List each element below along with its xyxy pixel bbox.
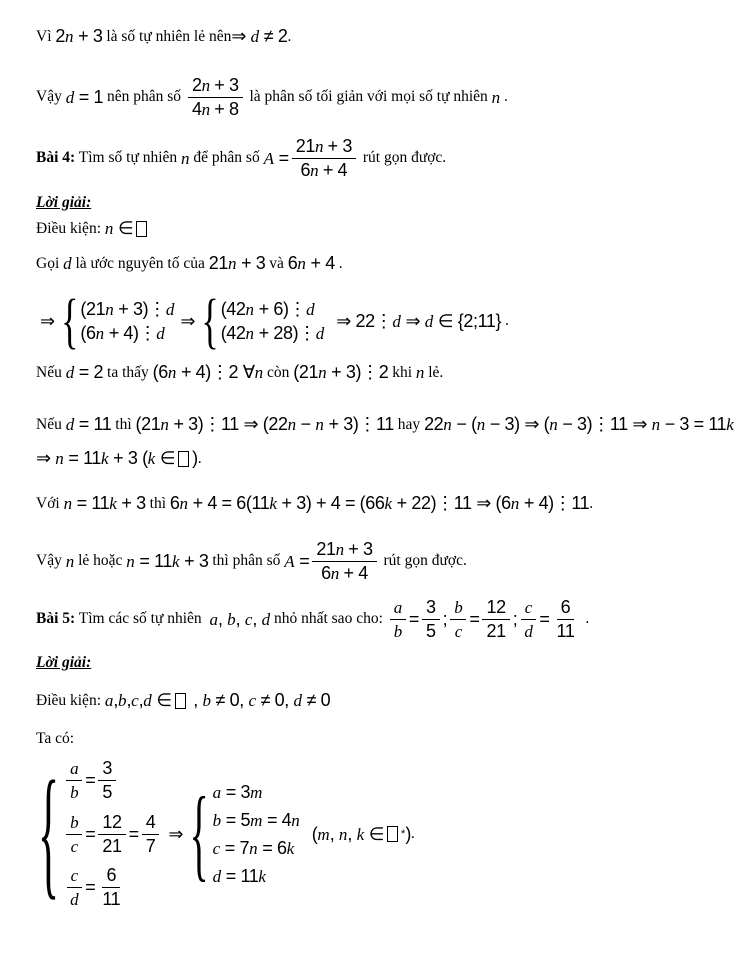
text: thì phân số xyxy=(208,552,285,569)
text: hay xyxy=(393,415,425,433)
math-expression: 22n − (n − 3) ⇒ (n − 3)⋮11 ⇒ n − 3 = 11k xyxy=(424,414,734,434)
text: rút gọn được. xyxy=(358,149,447,166)
system-row: (6n + 4)⋮d xyxy=(80,322,165,343)
fraction xyxy=(98,758,116,802)
left-brace: { xyxy=(189,774,209,892)
text: Vậy xyxy=(36,88,66,105)
superscript-star: * xyxy=(401,828,406,840)
left-brace: { xyxy=(38,751,60,914)
math-expression: n xyxy=(415,363,425,382)
text: nên phân số xyxy=(103,88,185,105)
denominator: 11 xyxy=(556,620,575,641)
fraction xyxy=(390,597,406,641)
paragraph-vay-d1 xyxy=(36,72,730,122)
math-expression: 2n + 3 xyxy=(55,26,103,46)
math-expression: (21n + 3)⋮2 xyxy=(293,362,389,382)
math-expression: n = 11k + 3 xyxy=(63,493,146,513)
system-row: b = 5m = 4n xyxy=(212,809,300,830)
numerator: c xyxy=(67,865,82,888)
solution-heading xyxy=(36,654,730,672)
text: . xyxy=(501,312,509,329)
solution-label: Lời giải: xyxy=(36,654,92,671)
left-brace: { xyxy=(201,287,219,355)
denominator: c xyxy=(70,836,78,856)
math-expression: (21n + 3)⋮11 ⇒ (22n − n + 3)⋮11 xyxy=(135,414,394,434)
fraction xyxy=(142,812,160,856)
paragraph-n-11k3 xyxy=(36,448,730,469)
text: . xyxy=(287,27,292,45)
paragraph-vay-ket-luan xyxy=(36,536,730,586)
system-row: (21n + 3)⋮d xyxy=(80,298,175,319)
numerator: 4 xyxy=(142,812,160,835)
equals-sign: = xyxy=(539,608,550,629)
equals-sign: = xyxy=(408,608,419,629)
math-expression: a, b, c, d xyxy=(209,608,271,629)
fraction xyxy=(450,597,466,641)
system-row xyxy=(63,865,127,909)
paragraph-bai4-title xyxy=(36,133,730,183)
text: Vì xyxy=(36,27,56,45)
numerator: 3 xyxy=(98,758,116,781)
solution-label: Lời giải: xyxy=(36,194,92,211)
math-expression: n xyxy=(65,551,75,571)
text: Điều kiện: xyxy=(36,691,105,709)
paragraph-condition-bai4 xyxy=(36,218,730,239)
missing-glyph-box xyxy=(178,451,189,467)
paragraph-final-system xyxy=(36,751,730,914)
text: thì xyxy=(145,494,170,512)
system-row xyxy=(63,758,119,802)
fraction xyxy=(66,758,82,802)
numerator: 6 xyxy=(102,865,120,888)
numerator: b xyxy=(66,812,82,835)
paragraph-bai5-title xyxy=(36,596,730,642)
math-expression: n ∈ xyxy=(104,218,134,238)
denominator: 6n + 4 xyxy=(321,562,368,583)
fraction xyxy=(520,597,536,641)
system-row: a = 3m xyxy=(212,781,263,802)
text: . xyxy=(500,88,508,105)
paragraph-goi-d xyxy=(36,253,730,274)
fraction xyxy=(98,812,125,856)
equation-system xyxy=(201,287,325,355)
equals-sign: = xyxy=(85,876,96,897)
math-expression: ) xyxy=(405,823,411,844)
system-row: (42n + 6)⋮d xyxy=(220,298,315,319)
text: Vậy xyxy=(36,552,66,569)
fraction xyxy=(292,136,356,180)
fraction xyxy=(312,539,376,583)
text: và xyxy=(265,254,288,272)
numerator: 12 xyxy=(482,597,509,620)
implies-arrow: ⇒ xyxy=(40,310,56,331)
equals-sign: = xyxy=(85,770,96,791)
fraction xyxy=(422,597,440,641)
paragraph-condition-bai5 xyxy=(36,690,730,711)
math-expression: 21n + 3 xyxy=(208,253,266,273)
text: Điều kiện: xyxy=(36,219,105,237)
text: . xyxy=(197,449,202,467)
denominator: 5 xyxy=(102,782,112,803)
system-row: d = 11k xyxy=(212,865,266,886)
paragraph-vi-2n3 xyxy=(36,26,730,47)
fraction-system xyxy=(38,751,162,914)
equals-sign: = xyxy=(85,823,96,844)
fraction xyxy=(98,865,124,909)
math-expression: a,b,c,d ∈ xyxy=(104,690,172,710)
denominator: 6n + 4 xyxy=(300,159,348,180)
text: ta thấy xyxy=(103,363,153,381)
math-expression: n xyxy=(181,148,190,168)
math-expression: n = 11k + 3 xyxy=(126,550,209,571)
text: Nếu xyxy=(36,363,66,381)
denominator: 21 xyxy=(102,835,122,856)
math-expression: A = xyxy=(263,147,289,168)
denominator: d xyxy=(524,621,533,641)
text: Tìm các số tự nhiên xyxy=(75,610,210,627)
fraction xyxy=(188,75,243,119)
math-expression: 6n + 4 = 6(11k + 3) + 4 = (66k + 22)⋮11 ⇒ (6n + 4)⋮11 xyxy=(169,493,590,513)
math-expression: ⇒ n = 11k + 3 (k ∈ xyxy=(36,448,176,468)
text: Nếu xyxy=(36,415,66,433)
denominator: d xyxy=(70,889,79,909)
text: . xyxy=(581,610,590,627)
text: lẻ. xyxy=(424,363,444,381)
text: . xyxy=(334,254,343,272)
text: Gọi xyxy=(36,254,64,272)
text: Với xyxy=(36,494,64,512)
numerator: 6 xyxy=(557,597,575,620)
math-expression: (m, n, k ∈ xyxy=(311,823,385,844)
denominator: b xyxy=(70,783,79,803)
text: là ước nguyên tố của xyxy=(71,254,209,272)
system-row xyxy=(63,812,162,856)
math-expression: ⇒ 22⋮d ⇒ d ∈ {2;11} xyxy=(336,310,502,331)
paragraph-voi-n xyxy=(36,493,730,514)
numerator: a xyxy=(390,597,406,620)
problem-label: Bài 5: xyxy=(36,610,76,627)
semicolon: ; xyxy=(442,608,448,629)
implies-arrow: ⇒ xyxy=(168,823,184,844)
numerator: 21n + 3 xyxy=(312,539,376,562)
fraction xyxy=(66,812,82,856)
numerator: 3 xyxy=(422,597,440,620)
numerator: a xyxy=(66,758,82,781)
text: còn xyxy=(263,363,294,381)
text: thì xyxy=(111,415,136,433)
math-expression: A = xyxy=(284,550,310,571)
math-expression: d = 2 xyxy=(65,362,104,382)
missing-glyph-box xyxy=(387,826,398,842)
text: nhỏ nhất sao cho: xyxy=(270,610,387,627)
math-expression: ) xyxy=(192,448,198,468)
semicolon: ; xyxy=(512,608,518,629)
math-expression: ⇒ d ≠ 2 xyxy=(231,26,288,46)
fraction xyxy=(553,597,579,641)
math-expression: d = 1 xyxy=(65,86,104,107)
denominator: 4n + 8 xyxy=(191,98,239,119)
text: lẻ hoặc xyxy=(74,552,127,569)
text: là số tự nhiên lẻ nên xyxy=(102,27,232,45)
text: . xyxy=(589,494,594,512)
system-row: c = 7n = 6k xyxy=(212,837,295,858)
denominator: b xyxy=(393,621,402,641)
solution-heading xyxy=(36,194,730,212)
numerator: c xyxy=(521,597,536,620)
text: Tìm số tự nhiên xyxy=(75,149,182,166)
text: khi xyxy=(388,363,416,381)
paragraph-ta-co xyxy=(36,730,730,748)
numerator: 12 xyxy=(98,812,125,835)
math-expression: n xyxy=(491,87,501,107)
denominator: 7 xyxy=(145,835,156,856)
missing-glyph-box xyxy=(175,693,186,709)
paragraph-systems xyxy=(36,288,730,354)
equals-sign: = xyxy=(469,608,480,629)
math-expression: d = 11 xyxy=(65,414,112,434)
numerator: 21n + 3 xyxy=(292,136,356,159)
math-expression: 6n + 4 xyxy=(287,253,335,273)
denominator: c xyxy=(454,621,462,641)
math-expression: (6n + 4)⋮2 ∀n xyxy=(152,362,264,382)
text: là phân số tối giản với mọi số tự nhiên xyxy=(245,88,492,105)
paragraph-neu-d11 xyxy=(36,414,734,435)
text: Ta có: xyxy=(36,730,75,747)
numerator: b xyxy=(450,597,466,620)
left-brace: { xyxy=(61,287,79,355)
denominator: 21 xyxy=(486,620,506,641)
result-system xyxy=(189,774,300,892)
implies-arrow: ⇒ xyxy=(180,310,196,331)
fraction xyxy=(66,865,82,909)
text: . xyxy=(410,825,415,842)
denominator: 11 xyxy=(102,888,121,909)
text: để phân số xyxy=(189,149,264,166)
denominator: 5 xyxy=(426,620,436,641)
text: rút gọn được. xyxy=(379,552,467,569)
equals-sign: = xyxy=(128,823,139,844)
missing-glyph-box xyxy=(136,221,147,237)
system-row: (42n + 28)⋮d xyxy=(220,322,325,343)
paragraph-neu-d2 xyxy=(36,362,730,383)
equation-system xyxy=(61,287,175,355)
math-expression: , b ≠ 0, c ≠ 0, d ≠ 0 xyxy=(188,690,331,710)
problem-label: Bài 4: xyxy=(36,149,76,166)
math-expression: d xyxy=(63,254,72,273)
fraction xyxy=(482,597,509,641)
numerator: 2n + 3 xyxy=(188,75,243,98)
